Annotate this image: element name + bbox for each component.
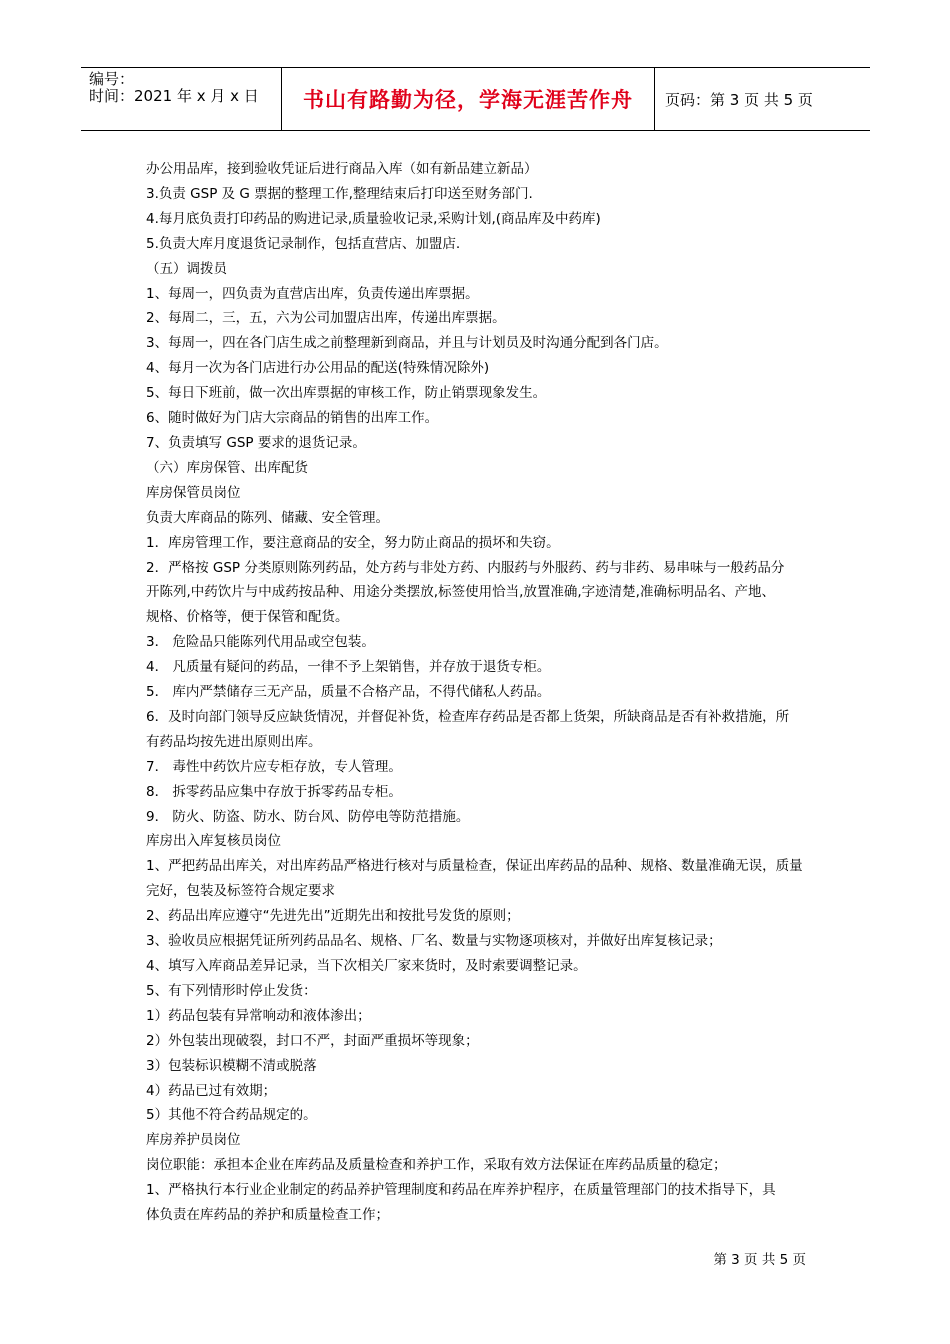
text-line: 4）药品已过有效期；	[146, 1082, 277, 1099]
text-line: 5.负责大库月度退货记录制作，包括直营店、加盟店.	[146, 235, 461, 252]
text-line: 5、有下列情形时停止发货：	[146, 982, 317, 999]
text-line: 4． 凡质量有疑问的药品，一律不予上架销售，并存放于退货专柜。	[146, 659, 551, 676]
text-line: 完好，包装及标签符合规定要求	[146, 883, 335, 900]
date-label: 时间：2021 年 x 月 x 日	[89, 87, 259, 105]
text-line: 1、严格执行本行业企业制定的药品养护管理制度和药品在库养护程序，在质量管理部门的技术指导下，具	[146, 1182, 776, 1199]
page-header	[81, 67, 870, 131]
text-line: 办公用品库，接到验收凭证后进行商品入库（如有新品建立新品）	[146, 161, 538, 177]
header-meta	[81, 68, 282, 130]
text-line: 5）其他不符合药品规定的。	[146, 1107, 317, 1124]
text-line: 3.负责 GSP 及 G 票据的整理工作,整理结束后打印送至财务部门.	[146, 185, 533, 202]
text-line: 4、填写入库商品差异记录，当下次相关厂家来货时，及时索要调整记录。	[146, 958, 587, 974]
text-line: 库房出入库复核员岗位	[146, 833, 281, 850]
text-line: 9． 防火、防盗、防水、防台风、防停电等防范措施。	[146, 808, 470, 825]
text-line: 开陈列,中药饮片与中成药按品种、用途分类摆放,标签使用恰当,放置准确,字迹清楚,准确标明品名、产地、	[146, 584, 775, 601]
text-line: 3、验收员应根据凭证所列药品品名、规格、厂名、数量与实物逐项核对，并做好出库复核记录；	[146, 933, 722, 950]
text-line: 5． 库内严禁储存三无产品，质量不合格产品，不得代储私人药品。	[146, 684, 551, 701]
text-line: 1）药品包装有异常响动和液体渗出；	[146, 1007, 371, 1024]
text-line: 负责大库商品的陈列、储藏、安全管理。	[146, 509, 389, 526]
text-line: 1、严把药品出库关，对出库药品严格进行核对与质量检查，保证出库药品的品种、规格、数量准确无误，质量	[146, 858, 803, 875]
text-line: 3）包装标识模糊不清或脱落	[146, 1057, 317, 1074]
text-line: 3、每周一，四在各门店生成之前整理新到商品，并且与计划员及时沟通分配到各门店。	[146, 335, 668, 352]
text-line: 库房养护员岗位	[146, 1132, 241, 1149]
text-line: 库房保管员岗位	[146, 484, 241, 501]
text-line: 1、每周一，四负责为直营店出库，负责传递出库票据。	[146, 285, 479, 302]
text-line: 3． 危险品只能陈列代用品或空包装。	[146, 634, 375, 651]
text-line: （五）调拨员	[146, 260, 227, 277]
header-motto: 书山有路勤为径，学海无涯苦作舟	[282, 68, 655, 130]
text-line: （六）库房保管、出库配货	[146, 459, 308, 476]
text-line: 1．库房管理工作，要注意商品的安全，努力防止商品的损坏和失窃。	[146, 534, 560, 551]
footer-page-number: 第 3 页 共 5 页	[713, 1252, 806, 1268]
header-page-number: 页码：第 3 页 共 5 页	[665, 90, 813, 109]
text-line: 6．及时向部门领导反应缺货情况，并督促补货，检查库存药品是否都上货架，所缺商品是否有补救措施，所	[146, 708, 790, 725]
text-line: 5、每日下班前，做一次出库票据的审核工作，防止销票现象发生。	[146, 385, 547, 402]
text-line: 8． 拆零药品应集中存放于拆零药品专柜。	[146, 783, 402, 800]
text-line: 岗位职能：承担本企业在库药品及质量检查和养护工作，采取有效方法保证在库药品质量的稳定；	[146, 1157, 727, 1174]
text-line: 7． 毒性中药饮片应专柜存放，专人管理。	[146, 758, 402, 775]
text-line: 2）外包装出现破裂，封口不严，封面严重损坏等现象；	[146, 1032, 479, 1049]
text-line: 4、每月一次为各门店进行办公用品的配送(特殊情况除外)	[146, 360, 490, 377]
text-line: 2、药品出库应遵守“先进先出”近期先出和按批号发货的原则；	[146, 908, 520, 925]
text-line: 2、每周二，三，五，六为公司加盟店出库，传递出库票据。	[146, 310, 506, 327]
text-line: 规格、价格等，便于保管和配货。	[146, 609, 349, 626]
text-line: 7、负责填写 GSP 要求的退货记录。	[146, 434, 366, 451]
text-line: 有药品均按先进出原则出库。	[146, 733, 322, 750]
text-line: 体负责在库药品的养护和质量检查工作；	[146, 1207, 389, 1224]
document-body	[146, 157, 826, 1228]
text-line: 6、随时做好为门店大宗商品的销售的出库工作。	[146, 410, 439, 427]
text-line: 2．严格按 GSP 分类原则陈列药品，处方药与非处方药、内服药与外服药、药与非药、易串味与一般药品分	[146, 559, 785, 576]
text-line: 4.每月底负责打印药品的购进记录,质量验收记录,采购计划,(商品库及中药库)	[146, 210, 601, 227]
serial-number-label: 编号：	[89, 70, 135, 88]
